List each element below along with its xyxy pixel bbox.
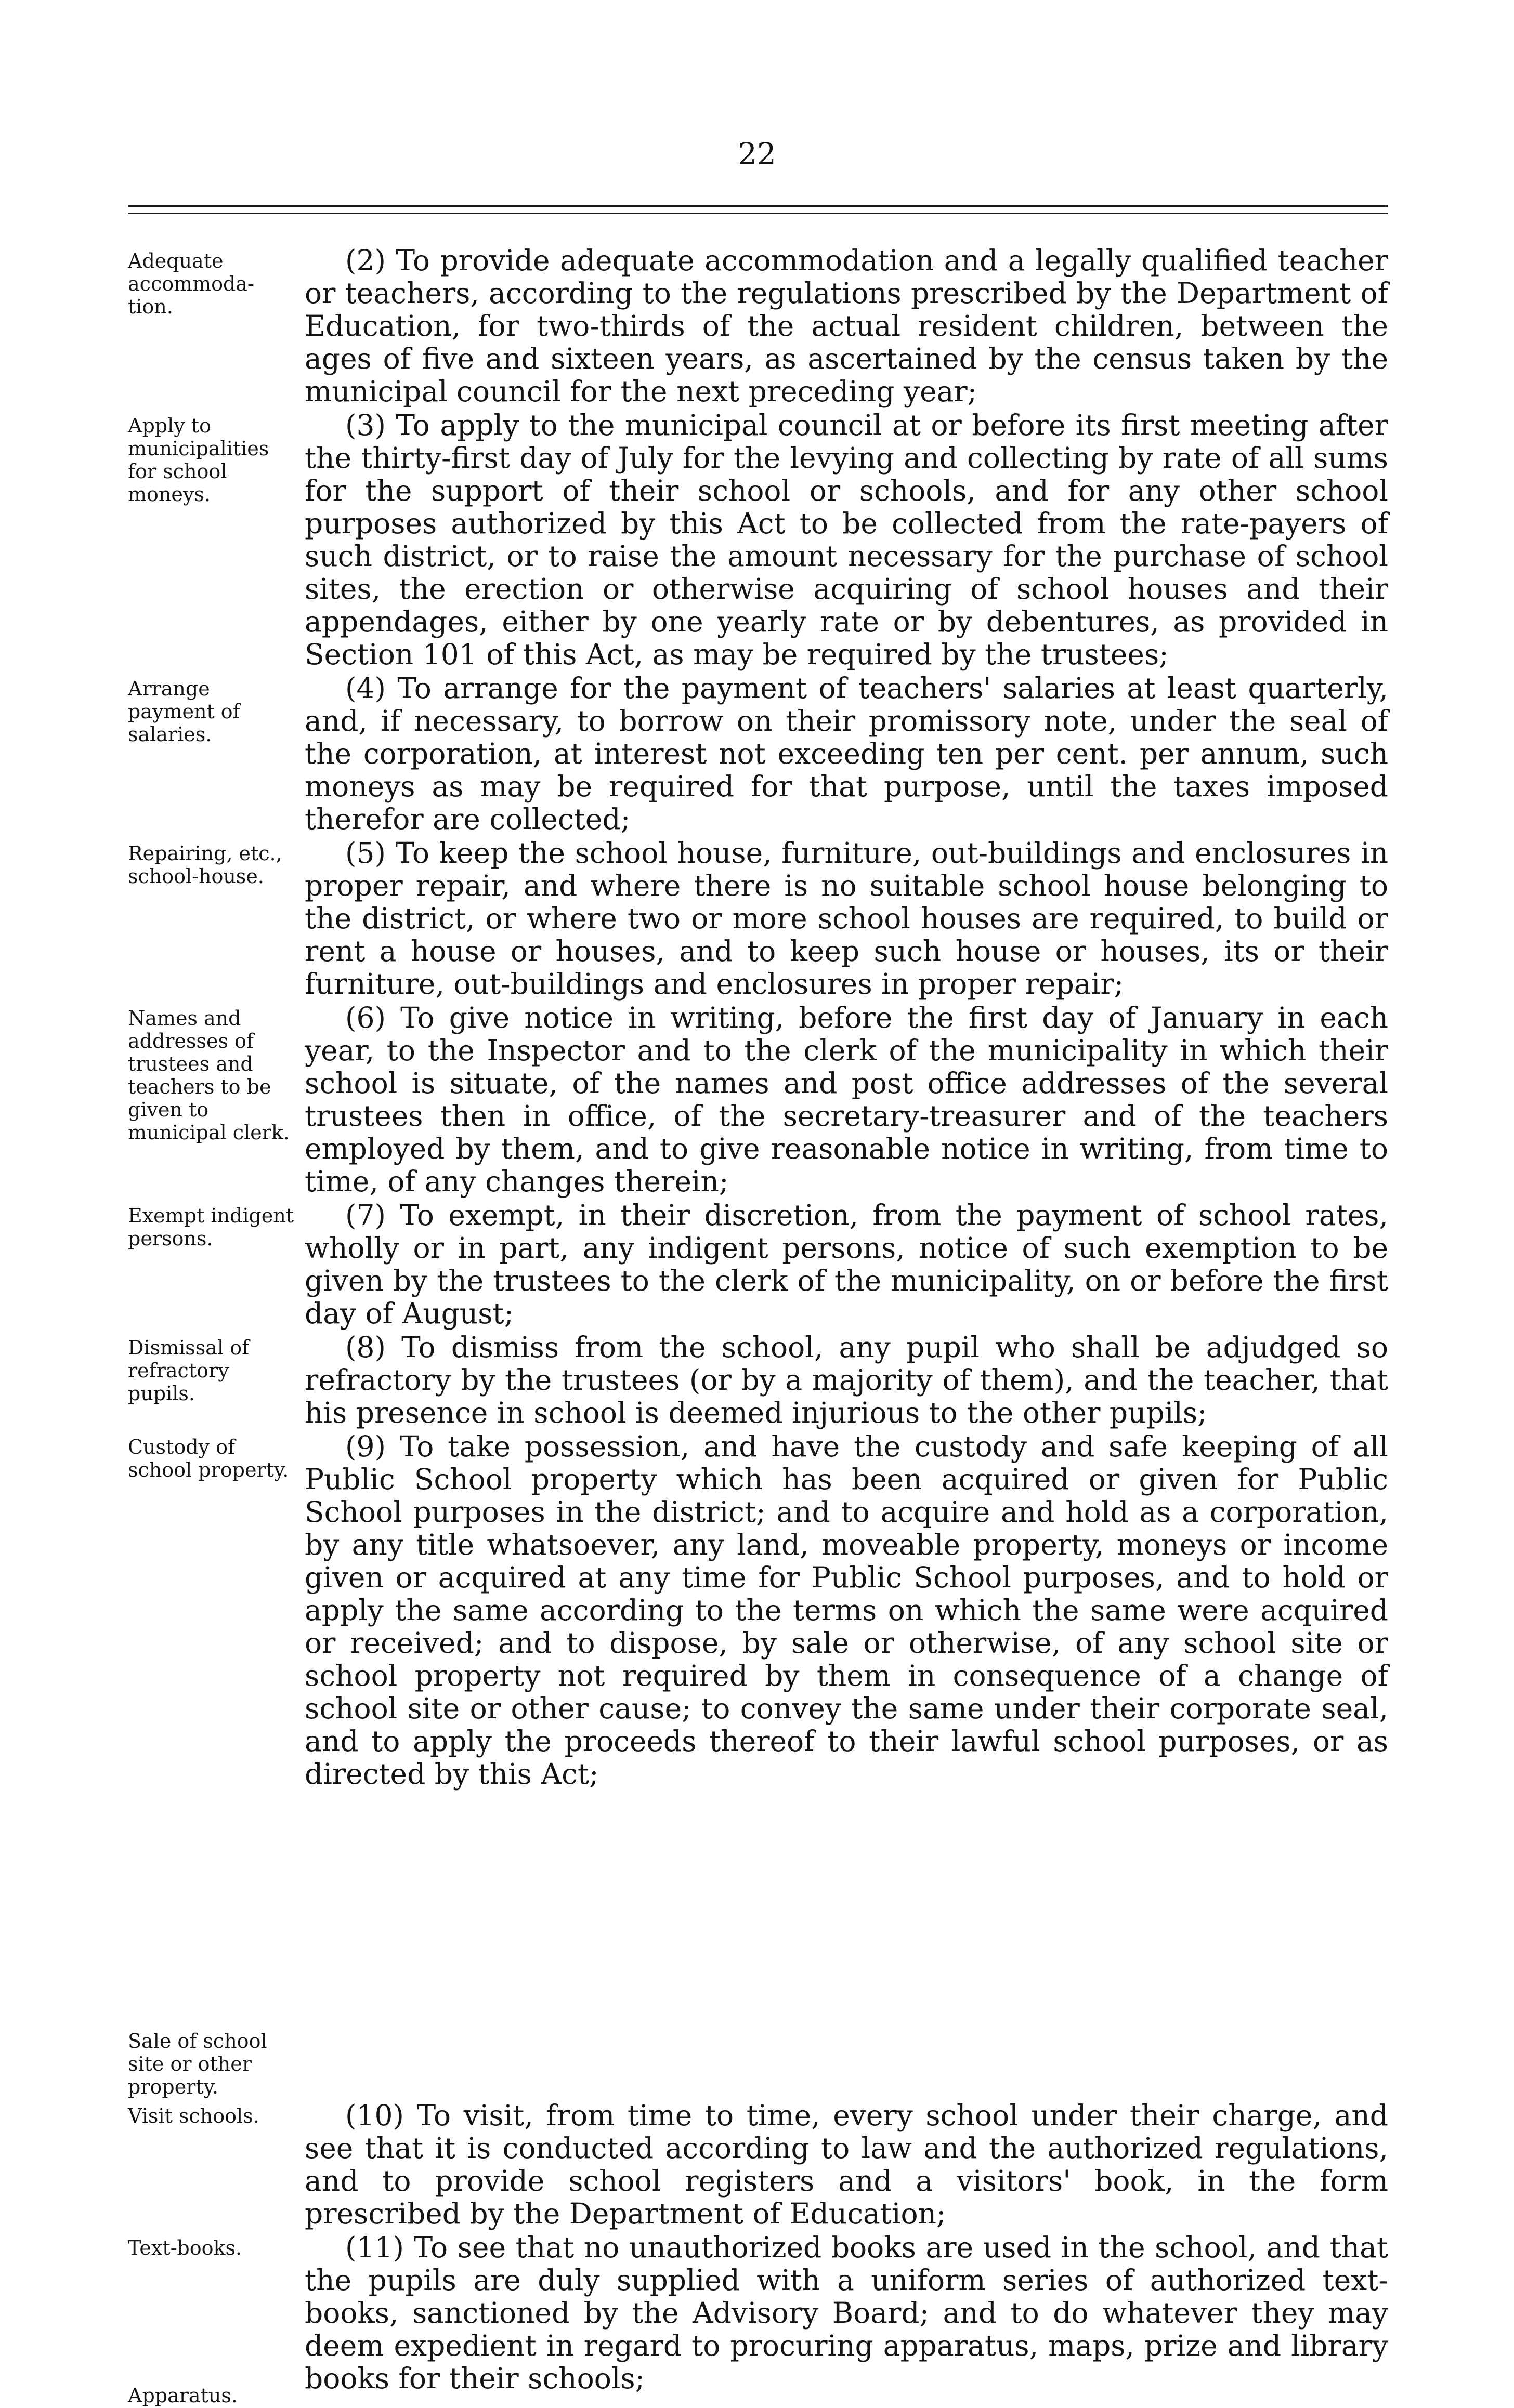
section-row	[128, 1199, 1388, 1330]
section-row	[128, 1002, 1388, 1198]
section-row	[128, 2231, 1388, 2407]
section-row	[128, 837, 1388, 1001]
margin-notes	[128, 1430, 305, 2098]
section-paragraph: (6) To give notice in writing, before the first day of January in each year, to the Inspector and to the clerk of the municipality in which their school is situate, of the names and post office addresses of the several trustees then in office, of the secretary-treasurer and of the teachers employed by them, and to give reasonable notice in writing, from time to time, of any changes therein;	[305, 1001, 1388, 1198]
header-rule-thin	[128, 213, 1388, 214]
margin-note: Dismissal of refractory pupils.	[128, 1336, 250, 1405]
margin-notes	[128, 409, 305, 671]
margin-note: Adequate accommoda-tion.	[128, 249, 254, 318]
section-paragraph: (10) To visit, from time to time, every school under their charge, and see that it is conducted according to law and the authorized regulations, and to provide school registers and a visitors' book, in the form prescribed by the Department of Education;	[305, 2099, 1388, 2230]
margin-note: Apply to municipalities for school moneys.	[128, 414, 269, 506]
section-row	[128, 2099, 1388, 2230]
margin-notes	[128, 1331, 305, 1429]
margin-note: Custody of school property.	[128, 1436, 289, 1481]
section-row	[128, 1430, 1388, 2098]
document-body	[128, 244, 1388, 2408]
margin-notes	[128, 837, 305, 1001]
section-row	[128, 409, 1388, 671]
margin-notes	[128, 2231, 305, 2407]
section-paragraph: (8) To dismiss from the school, any pupil who shall be adjudged so refractory by the trustees (or by a majority of them), and the teacher, that his presence in school is deemed injurious to the other pupils;	[305, 1331, 1388, 1429]
page-number: 22	[738, 136, 776, 172]
margin-note: Arrange payment of salaries.	[128, 677, 240, 746]
section-paragraph: (4) To arrange for the payment of teachers' salaries at least quarterly, and, if necessary, to borrow on their promissory note, under the seal of the corporation, at interest not exceeding ten per cent. per annum, such moneys as may be required for that purpose, until the taxes imposed therefor are collected;	[305, 672, 1388, 836]
section-paragraph: (11) To see that no unauthorized books are used in the school, and that the pupils are duly supplied with a uniform series of authorized text-books, sanctioned by the Advisory Board; and to do whatever they may deem expedient in regard to procuring apparatus, maps, prize and library books for their schools;	[305, 2231, 1388, 2395]
section-row	[128, 244, 1388, 408]
margin-note: Exempt indigent persons.	[128, 1204, 294, 1250]
section-paragraph: (7) To exempt, in their discretion, from the payment of school rates, wholly or in part, any indigent persons, notice of such exemption to be given by the trustees to the clerk of the municipality, on or before the first day of August;	[305, 1199, 1388, 1330]
section-paragraph: (3) To apply to the municipal council at or before its first meeting after the thirty-first day of July for the levying and collecting by rate of all sums for the support of their school or schools, and for any other school purposes authorized by this Act to be collected from the rate-payers of such district, or to raise the amount necessary for the purchase of school sites, the erection or otherwise acquiring of school houses and their appendages, either by one yearly rate or by debentures, as provided in Section 101 of this Act, as may be required by the trustees;	[305, 409, 1388, 671]
margin-note: Names and addresses of trustees and teachers to be given to municipal clerk.	[128, 1007, 290, 1144]
section-paragraph: (9) To take possession, and have the custody and safe keeping of all Public School property which has been acquired or given for Public School purposes in the district; and to acquire and hold as a corporation, by any title whatsoever, any land, moveable property, moneys or income given or acquired at any time for Public School purposes, and to hold or apply the same according to the terms on which the same were acquired or received; and to dispose, by sale or otherwise, of any school site or school property not required by them in consequence of a change of school site or other cause; to convey the same under their corporate seal, and to apply the proceeds thereof to their lawful school purposes, or as directed by this Act;	[305, 1430, 1388, 1791]
section-paragraph: (5) To keep the school house, furniture, out-buildings and enclosures in proper repair, and where there is no suitable school house belonging to the district, or where two or more school houses are required, to build or rent a house or houses, and to keep such house or houses, its or their furniture, out-buildings and enclosures in proper repair;	[305, 836, 1388, 1001]
section-row	[128, 672, 1388, 836]
margin-notes	[128, 244, 305, 408]
section-row	[128, 1331, 1388, 1429]
margin-notes	[128, 1002, 305, 1198]
margin-note: Visit schools.	[128, 2104, 259, 2127]
margin-notes	[128, 1199, 305, 1330]
margin-note: Sale of school site or other property.	[128, 2030, 267, 2098]
margin-note: Apparatus.	[128, 2384, 238, 2407]
margin-note: Repairing, etc., school-house.	[128, 842, 282, 888]
section-paragraph: (2) To provide adequate accommodation and a legally qualified teacher or teachers, according to the regulations prescribed by the Department of Education, for two-thirds of the actual resident children, between the ages of five and sixteen years, as ascertained by the census taken by the municipal council for the next preceding year;	[305, 244, 1388, 408]
header-rule-thick	[128, 205, 1388, 207]
margin-note: Text-books.	[128, 2236, 242, 2259]
margin-notes	[128, 2099, 305, 2230]
margin-notes	[128, 672, 305, 836]
